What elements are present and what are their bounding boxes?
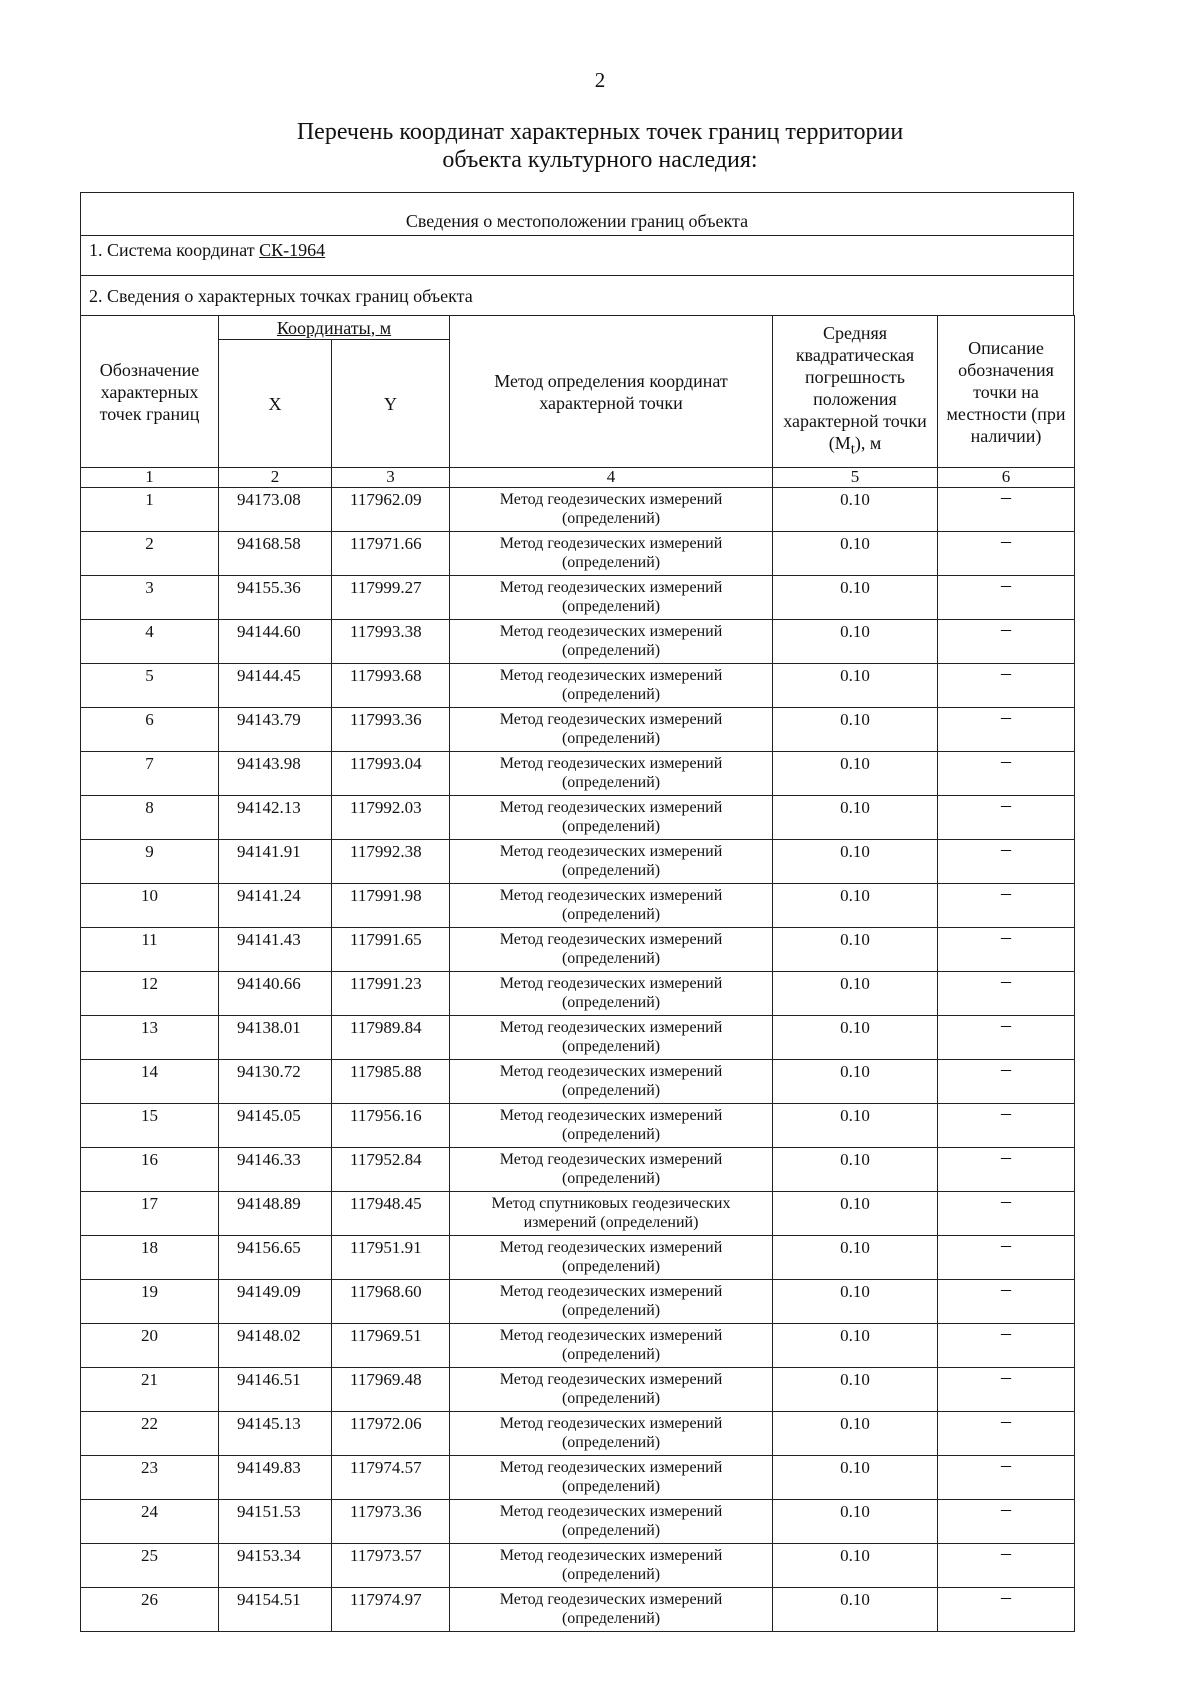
error-cell: 0.10 bbox=[773, 1500, 938, 1544]
column-header-description: Описание обозначения точки на местности (при наличии) bbox=[938, 316, 1075, 468]
point-number-cell: 16 bbox=[81, 1148, 219, 1192]
description-cell: – bbox=[938, 972, 1075, 1016]
method-text-line: (определений) bbox=[561, 774, 661, 791]
x-coordinate-cell: 94142.13 bbox=[219, 796, 332, 840]
method-text-line: Метод геодезических измерений bbox=[499, 1019, 723, 1036]
method-text-line: Метод геодезических измерений bbox=[499, 623, 723, 640]
description-cell: – bbox=[938, 532, 1075, 576]
error-cell: 0.10 bbox=[773, 1456, 938, 1500]
column-header-coordinates: Координаты, м bbox=[219, 316, 450, 340]
y-coordinate-cell: 117999.27 bbox=[332, 576, 450, 620]
column-header-error-subscript: t bbox=[850, 441, 855, 458]
y-coordinate-cell: 117992.38 bbox=[332, 840, 450, 884]
method-cell bbox=[450, 664, 773, 708]
error-cell: 0.10 bbox=[773, 1148, 938, 1192]
document-title-line-1: Перечень координат характерных точек границ территории bbox=[296, 119, 904, 145]
x-coordinate-cell: 94173.08 bbox=[219, 488, 332, 532]
method-cell bbox=[450, 1192, 773, 1236]
table-row bbox=[81, 1324, 1075, 1368]
description-cell: – bbox=[938, 884, 1075, 928]
x-coordinate-cell: 94143.98 bbox=[219, 752, 332, 796]
table-row bbox=[81, 796, 1075, 840]
description-cell: – bbox=[938, 752, 1075, 796]
method-text-line: (определений) bbox=[561, 994, 661, 1011]
method-text-line: (определений) bbox=[561, 554, 661, 571]
method-text-line: Метод геодезических измерений bbox=[499, 1591, 723, 1608]
column-header-error-text: Средняя квадратическая погрешность положения характерной точки (M bbox=[783, 323, 927, 454]
column-header-error-unit: ), м bbox=[854, 433, 882, 454]
y-coordinate-cell: 117993.38 bbox=[332, 620, 450, 664]
error-cell: 0.10 bbox=[773, 1280, 938, 1324]
error-cell: 0.10 bbox=[773, 1324, 938, 1368]
y-coordinate-cell: 117991.65 bbox=[332, 928, 450, 972]
y-coordinate-cell: 117993.68 bbox=[332, 664, 450, 708]
table-row bbox=[81, 1588, 1075, 1632]
point-number-cell: 2 bbox=[81, 532, 219, 576]
table-row bbox=[81, 884, 1075, 928]
point-number-cell: 25 bbox=[81, 1544, 219, 1588]
error-cell: 0.10 bbox=[773, 1368, 938, 1412]
error-cell: 0.10 bbox=[773, 708, 938, 752]
point-number-cell: 20 bbox=[81, 1324, 219, 1368]
description-cell: – bbox=[938, 796, 1075, 840]
error-cell: 0.10 bbox=[773, 796, 938, 840]
method-text-line: Метод геодезических измерений bbox=[499, 1415, 723, 1432]
coordinate-system-value: СК-1964 bbox=[259, 240, 326, 260]
description-cell: – bbox=[938, 840, 1075, 884]
y-coordinate-cell: 117989.84 bbox=[332, 1016, 450, 1060]
y-coordinate-cell: 117951.91 bbox=[332, 1236, 450, 1280]
point-number-cell: 4 bbox=[81, 620, 219, 664]
point-number-cell: 14 bbox=[81, 1060, 219, 1104]
description-cell: – bbox=[938, 1500, 1075, 1544]
y-coordinate-cell: 117971.66 bbox=[332, 532, 450, 576]
table-row bbox=[81, 1148, 1075, 1192]
method-text-line: измерений (определений) bbox=[523, 1214, 699, 1231]
method-text-line: (определений) bbox=[561, 1522, 661, 1539]
table-row bbox=[81, 1280, 1075, 1324]
section-header: Сведения о местоположении границ объекта bbox=[80, 192, 1074, 235]
description-cell: – bbox=[938, 1412, 1075, 1456]
x-coordinate-cell: 94155.36 bbox=[219, 576, 332, 620]
method-text-line: Метод геодезических измерений bbox=[499, 1547, 723, 1564]
method-cell bbox=[450, 1544, 773, 1588]
method-text-line: (определений) bbox=[561, 686, 661, 703]
y-coordinate-cell: 117985.88 bbox=[332, 1060, 450, 1104]
column-header-point: Обозначение характерных точек границ bbox=[81, 316, 219, 468]
error-cell: 0.10 bbox=[773, 664, 938, 708]
method-cell bbox=[450, 532, 773, 576]
column-number-row bbox=[81, 468, 1075, 488]
description-cell: – bbox=[938, 1016, 1075, 1060]
method-cell bbox=[450, 488, 773, 532]
method-cell bbox=[450, 1500, 773, 1544]
method-text-line: Метод геодезических измерений bbox=[499, 1107, 723, 1124]
description-cell: – bbox=[938, 664, 1075, 708]
x-coordinate-cell: 94148.02 bbox=[219, 1324, 332, 1368]
column-header-x: X bbox=[219, 340, 332, 468]
coordinate-system-label: 1. Система координат bbox=[89, 240, 260, 260]
error-cell: 0.10 bbox=[773, 972, 938, 1016]
table-row bbox=[81, 488, 1075, 532]
method-text-line: Метод геодезических измерений bbox=[499, 1327, 723, 1344]
table-row bbox=[81, 840, 1075, 884]
method-text-line: Метод геодезических измерений bbox=[499, 579, 723, 596]
method-text-line: (определений) bbox=[561, 1566, 661, 1583]
method-text-line: (определений) bbox=[561, 642, 661, 659]
method-cell bbox=[450, 1456, 773, 1500]
x-coordinate-cell: 94153.34 bbox=[219, 1544, 332, 1588]
point-number-cell: 22 bbox=[81, 1412, 219, 1456]
column-header-error bbox=[773, 316, 938, 468]
x-coordinate-cell: 94145.05 bbox=[219, 1104, 332, 1148]
method-text-line: Метод геодезических измерений bbox=[499, 975, 723, 992]
method-cell bbox=[450, 576, 773, 620]
method-text-line: (определений) bbox=[561, 730, 661, 747]
column-header-y: Y bbox=[332, 340, 450, 468]
x-coordinate-cell: 94168.58 bbox=[219, 532, 332, 576]
table-row bbox=[81, 1456, 1075, 1500]
error-cell: 0.10 bbox=[773, 1192, 938, 1236]
error-cell: 0.10 bbox=[773, 1016, 938, 1060]
description-cell: – bbox=[938, 1544, 1075, 1588]
y-coordinate-cell: 117973.36 bbox=[332, 1500, 450, 1544]
description-cell: – bbox=[938, 576, 1075, 620]
point-number-cell: 26 bbox=[81, 1588, 219, 1632]
method-text-line: (определений) bbox=[561, 598, 661, 615]
point-number-cell: 1 bbox=[81, 488, 219, 532]
column-number: 4 bbox=[450, 468, 773, 488]
method-cell bbox=[450, 796, 773, 840]
column-number: 3 bbox=[332, 468, 450, 488]
error-cell: 0.10 bbox=[773, 532, 938, 576]
table-row bbox=[81, 1104, 1075, 1148]
method-text-line: (определений) bbox=[561, 1082, 661, 1099]
x-coordinate-cell: 94144.60 bbox=[219, 620, 332, 664]
point-number-cell: 7 bbox=[81, 752, 219, 796]
method-cell bbox=[450, 1588, 773, 1632]
method-text-line: Метод геодезических измерений bbox=[499, 535, 723, 552]
point-number-cell: 8 bbox=[81, 796, 219, 840]
description-cell: – bbox=[938, 1104, 1075, 1148]
x-coordinate-cell: 94143.79 bbox=[219, 708, 332, 752]
method-cell bbox=[450, 840, 773, 884]
coordinates-table bbox=[80, 315, 1075, 1632]
x-coordinate-cell: 94149.83 bbox=[219, 1456, 332, 1500]
point-number-cell: 3 bbox=[81, 576, 219, 620]
method-text-line: Метод геодезических измерений bbox=[499, 755, 723, 772]
y-coordinate-cell: 117952.84 bbox=[332, 1148, 450, 1192]
method-cell bbox=[450, 1060, 773, 1104]
method-cell bbox=[450, 1280, 773, 1324]
method-text-line: (определений) bbox=[561, 1258, 661, 1275]
x-coordinate-cell: 94156.65 bbox=[219, 1236, 332, 1280]
point-number-cell: 17 bbox=[81, 1192, 219, 1236]
table-row bbox=[81, 972, 1075, 1016]
error-cell: 0.10 bbox=[773, 1412, 938, 1456]
method-cell bbox=[450, 1236, 773, 1280]
y-coordinate-cell: 117974.97 bbox=[332, 1588, 450, 1632]
method-text-line: Метод геодезических измерений bbox=[499, 711, 723, 728]
y-coordinate-cell: 117993.04 bbox=[332, 752, 450, 796]
point-number-cell: 9 bbox=[81, 840, 219, 884]
method-text-line: (определений) bbox=[561, 906, 661, 923]
method-cell bbox=[450, 1148, 773, 1192]
description-cell: – bbox=[938, 708, 1075, 752]
point-number-cell: 12 bbox=[81, 972, 219, 1016]
method-text-line: Метод геодезических измерений bbox=[499, 1459, 723, 1476]
method-cell bbox=[450, 1104, 773, 1148]
description-cell: – bbox=[938, 620, 1075, 664]
point-number-cell: 18 bbox=[81, 1236, 219, 1280]
method-cell bbox=[450, 752, 773, 796]
y-coordinate-cell: 117973.57 bbox=[332, 1544, 450, 1588]
error-cell: 0.10 bbox=[773, 752, 938, 796]
method-cell bbox=[450, 1368, 773, 1412]
method-cell bbox=[450, 884, 773, 928]
table-row bbox=[81, 664, 1075, 708]
column-number: 5 bbox=[773, 468, 938, 488]
x-coordinate-cell: 94149.09 bbox=[219, 1280, 332, 1324]
table-row bbox=[81, 1544, 1075, 1588]
method-text-line: Метод геодезических измерений bbox=[499, 1151, 723, 1168]
error-cell: 0.10 bbox=[773, 488, 938, 532]
table-row bbox=[81, 576, 1075, 620]
method-text-line: Метод геодезических измерений bbox=[499, 799, 723, 816]
point-number-cell: 11 bbox=[81, 928, 219, 972]
method-cell bbox=[450, 620, 773, 664]
document-title bbox=[0, 118, 1200, 174]
error-cell: 0.10 bbox=[773, 928, 938, 972]
method-text-line: Метод геодезических измерений bbox=[499, 1371, 723, 1388]
x-coordinate-cell: 94141.91 bbox=[219, 840, 332, 884]
description-cell: – bbox=[938, 488, 1075, 532]
method-text-line: (определений) bbox=[561, 1478, 661, 1495]
method-text-line: Метод геодезических измерений bbox=[499, 1503, 723, 1520]
table-row bbox=[81, 1412, 1075, 1456]
x-coordinate-cell: 94146.33 bbox=[219, 1148, 332, 1192]
y-coordinate-cell: 117991.98 bbox=[332, 884, 450, 928]
description-cell: – bbox=[938, 928, 1075, 972]
method-cell bbox=[450, 928, 773, 972]
x-coordinate-cell: 94144.45 bbox=[219, 664, 332, 708]
error-cell: 0.10 bbox=[773, 840, 938, 884]
table-row bbox=[81, 532, 1075, 576]
method-text-line: Метод геодезических измерений bbox=[499, 843, 723, 860]
point-number-cell: 15 bbox=[81, 1104, 219, 1148]
error-cell: 0.10 bbox=[773, 1104, 938, 1148]
y-coordinate-cell: 117968.60 bbox=[332, 1280, 450, 1324]
point-number-cell: 24 bbox=[81, 1500, 219, 1544]
method-text-line: (определений) bbox=[561, 1610, 661, 1627]
x-coordinate-cell: 94151.53 bbox=[219, 1500, 332, 1544]
coordinate-system-row bbox=[80, 235, 1074, 275]
points-header: 2. Сведения о характерных точках границ объекта bbox=[80, 275, 1074, 315]
method-text-line: Метод геодезических измерений bbox=[499, 1283, 723, 1300]
y-coordinate-cell: 117972.06 bbox=[332, 1412, 450, 1456]
description-cell: – bbox=[938, 1148, 1075, 1192]
method-text-line: (определений) bbox=[561, 950, 661, 967]
y-coordinate-cell: 117948.45 bbox=[332, 1192, 450, 1236]
method-text-line: (определений) bbox=[561, 818, 661, 835]
error-cell: 0.10 bbox=[773, 1236, 938, 1280]
table-row bbox=[81, 620, 1075, 664]
description-cell: – bbox=[938, 1060, 1075, 1104]
x-coordinate-cell: 94148.89 bbox=[219, 1192, 332, 1236]
error-cell: 0.10 bbox=[773, 576, 938, 620]
error-cell: 0.10 bbox=[773, 620, 938, 664]
point-number-cell: 23 bbox=[81, 1456, 219, 1500]
boundary-info-frame bbox=[80, 192, 1074, 1632]
description-cell: – bbox=[938, 1324, 1075, 1368]
y-coordinate-cell: 117969.48 bbox=[332, 1368, 450, 1412]
table-row bbox=[81, 708, 1075, 752]
document-title-line-2: объекта культурного наследия: bbox=[442, 147, 758, 173]
error-cell: 0.10 bbox=[773, 1588, 938, 1632]
description-cell: – bbox=[938, 1368, 1075, 1412]
column-number: 1 bbox=[81, 468, 219, 488]
method-text-line: (определений) bbox=[561, 1302, 661, 1319]
y-coordinate-cell: 117993.36 bbox=[332, 708, 450, 752]
x-coordinate-cell: 94146.51 bbox=[219, 1368, 332, 1412]
method-text-line: Метод геодезических измерений bbox=[499, 491, 723, 508]
table-row bbox=[81, 1016, 1075, 1060]
error-cell: 0.10 bbox=[773, 1544, 938, 1588]
table-row bbox=[81, 1060, 1075, 1104]
table-row bbox=[81, 1192, 1075, 1236]
y-coordinate-cell: 117969.51 bbox=[332, 1324, 450, 1368]
point-number-cell: 10 bbox=[81, 884, 219, 928]
table-row bbox=[81, 928, 1075, 972]
x-coordinate-cell: 94140.66 bbox=[219, 972, 332, 1016]
method-text-line: Метод геодезических измерений bbox=[499, 931, 723, 948]
description-cell: – bbox=[938, 1192, 1075, 1236]
description-cell: – bbox=[938, 1236, 1075, 1280]
column-number: 6 bbox=[938, 468, 1075, 488]
x-coordinate-cell: 94141.24 bbox=[219, 884, 332, 928]
column-header-method: Метод определения координат характерной точки bbox=[450, 316, 773, 468]
method-text-line: (определений) bbox=[561, 1390, 661, 1407]
y-coordinate-cell: 117991.23 bbox=[332, 972, 450, 1016]
y-coordinate-cell: 117974.57 bbox=[332, 1456, 450, 1500]
method-text-line: (определений) bbox=[561, 1170, 661, 1187]
x-coordinate-cell: 94141.43 bbox=[219, 928, 332, 972]
method-cell bbox=[450, 1016, 773, 1060]
x-coordinate-cell: 94138.01 bbox=[219, 1016, 332, 1060]
method-text-line: Метод геодезических измерений bbox=[499, 667, 723, 684]
method-text-line: (определений) bbox=[561, 1346, 661, 1363]
error-cell: 0.10 bbox=[773, 1060, 938, 1104]
y-coordinate-cell: 117992.03 bbox=[332, 796, 450, 840]
error-cell: 0.10 bbox=[773, 884, 938, 928]
method-cell bbox=[450, 708, 773, 752]
page-number: 2 bbox=[594, 68, 606, 92]
y-coordinate-cell: 117956.16 bbox=[332, 1104, 450, 1148]
method-text-line: (определений) bbox=[561, 1434, 661, 1451]
method-text-line: (определений) bbox=[561, 510, 661, 527]
column-number: 2 bbox=[219, 468, 332, 488]
table-row bbox=[81, 1500, 1075, 1544]
point-number-cell: 6 bbox=[81, 708, 219, 752]
method-text-line: Метод геодезических измерений bbox=[499, 887, 723, 904]
table-row bbox=[81, 752, 1075, 796]
method-text-line: (определений) bbox=[561, 862, 661, 879]
method-cell bbox=[450, 972, 773, 1016]
point-number-cell: 5 bbox=[81, 664, 219, 708]
point-number-cell: 19 bbox=[81, 1280, 219, 1324]
method-cell bbox=[450, 1412, 773, 1456]
description-cell: – bbox=[938, 1280, 1075, 1324]
method-text-line: (определений) bbox=[561, 1038, 661, 1055]
method-text-line: (определений) bbox=[561, 1126, 661, 1143]
table-row bbox=[81, 1368, 1075, 1412]
point-number-cell: 21 bbox=[81, 1368, 219, 1412]
method-text-line: Метод геодезических измерений bbox=[499, 1063, 723, 1080]
method-text-line: Метод спутниковых геодезических bbox=[491, 1195, 731, 1212]
y-coordinate-cell: 117962.09 bbox=[332, 488, 450, 532]
table-row bbox=[81, 1236, 1075, 1280]
description-cell: – bbox=[938, 1588, 1075, 1632]
coordinates-table-body bbox=[81, 488, 1075, 1632]
x-coordinate-cell: 94154.51 bbox=[219, 1588, 332, 1632]
x-coordinate-cell: 94145.13 bbox=[219, 1412, 332, 1456]
method-text-line: Метод геодезических измерений bbox=[499, 1239, 723, 1256]
x-coordinate-cell: 94130.72 bbox=[219, 1060, 332, 1104]
method-cell bbox=[450, 1324, 773, 1368]
point-number-cell: 13 bbox=[81, 1016, 219, 1060]
description-cell: – bbox=[938, 1456, 1075, 1500]
